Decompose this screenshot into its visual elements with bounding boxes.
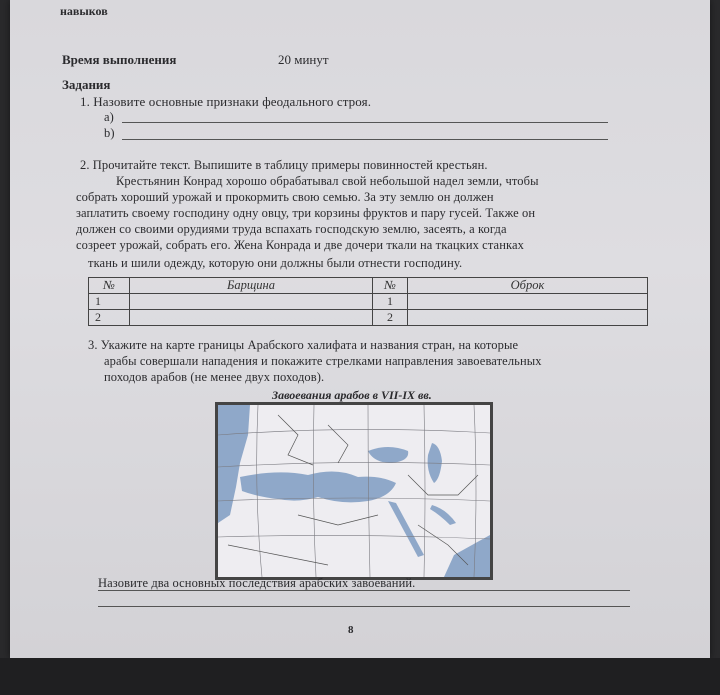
- outline-map[interactable]: [215, 402, 493, 580]
- task2-text-line-2: собрать хороший урожай и прокормить свою семью. За эту землю он должен: [76, 190, 494, 204]
- desk-background: [0, 658, 720, 695]
- col-obrok-header: Оброк: [408, 278, 648, 294]
- col-no2-header: №: [373, 278, 408, 294]
- task3-line-1: 3. Укажите на карте границы Арабского халифата и названия стран, на которые: [88, 338, 519, 352]
- task2-text-line-5: созреет урожай, собрать его. Жена Конрада и две дочери ткали на ткацких станках: [76, 238, 524, 252]
- task2-text-line-6: ткань и шили одежду, которую они должны были отнести господину.: [88, 256, 463, 270]
- duties-table-header-row: [89, 278, 648, 294]
- col-no-header: №: [89, 278, 130, 294]
- row-number: 2: [373, 310, 408, 326]
- worksheet-page: [10, 0, 710, 658]
- time-value: 20 минут: [278, 52, 329, 67]
- map-title: Завоевания арабов в VII-IX вв.: [272, 388, 432, 402]
- page-number: 8: [348, 624, 354, 636]
- col-barshchina-header: Барщина: [130, 278, 373, 294]
- task4-answer-line-1[interactable]: [98, 590, 630, 591]
- map-drawing: [218, 405, 490, 577]
- barshchina-cell[interactable]: [130, 310, 373, 326]
- time-label: Время выполнения: [62, 52, 177, 67]
- task2-text-line-3: заплатить своему господину одну овцу, три корзины фруктов и пару гусей. Также он: [76, 206, 536, 220]
- task1-answer-line-b[interactable]: [122, 139, 608, 140]
- task1-answer-line-a[interactable]: [122, 122, 608, 123]
- task4-question: Назовите два основных последствия арабских завоеваний.: [98, 576, 416, 590]
- task2-text-line-4: должен со своими орудиями труда вспахать господскую землю, засеять, а когда: [76, 222, 507, 236]
- table-row: [89, 310, 648, 326]
- obrok-cell[interactable]: [408, 310, 648, 326]
- duties-table: [88, 277, 648, 326]
- task1-question: 1. Назовите основные признаки феодального строя.: [80, 94, 372, 109]
- cut-header-text: навыков: [60, 4, 108, 18]
- task1-item-b-label: b): [104, 126, 115, 140]
- task4-answer-line-2[interactable]: [98, 606, 630, 607]
- barshchina-cell[interactable]: [130, 294, 373, 310]
- task1-item-a-label: a): [104, 110, 114, 124]
- task3-line-3: походов арабов (не менее двух походов).: [104, 370, 325, 384]
- table-row: [89, 294, 648, 310]
- row-number: 1: [373, 294, 408, 310]
- tasks-label: Задания: [62, 77, 111, 92]
- task2-instruction: 2. Прочитайте текст. Выпишите в таблицу примеры повинностей крестьян.: [80, 158, 488, 172]
- task2-text-line-1: Крестьянин Конрад хорошо обрабатывал свой небольшой надел земли, чтобы: [116, 174, 539, 188]
- row-number: 1: [89, 294, 130, 310]
- row-number: 2: [89, 310, 130, 326]
- obrok-cell[interactable]: [408, 294, 648, 310]
- task3-line-2: арабы совершали нападения и покажите стрелками направления завоевательных: [104, 354, 542, 368]
